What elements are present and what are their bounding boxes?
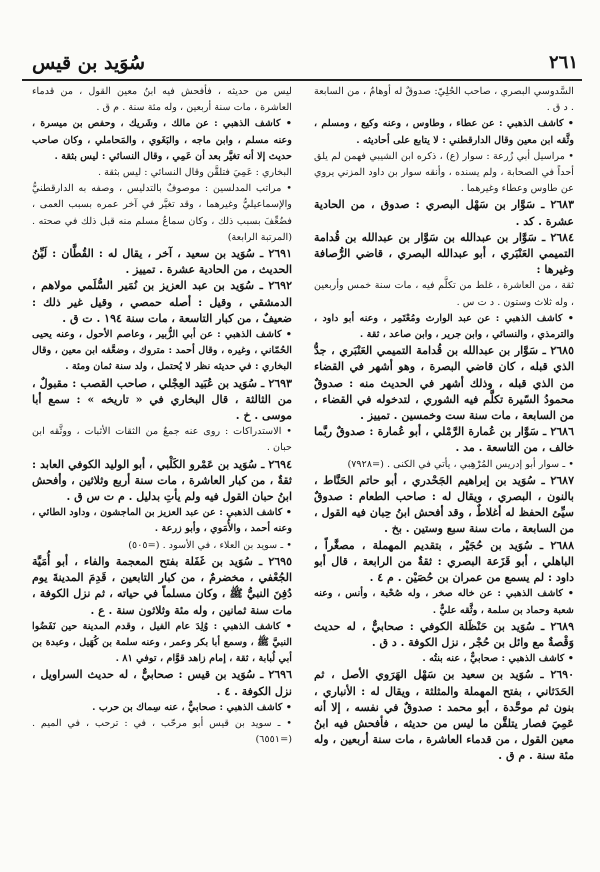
commentary-paragraph: • كاشف الذهبي : عن عبد الوارث ومُعْتَمِر ، وعنه أبو داود ، والترمذي ، والنسائي ، وابن جرير ، وابن صاعد ، ثقة .: [314, 312, 574, 341]
entry-heading: ٢٦٩١ ـ سُوَيد بن سعيد ، آخر ، يقال له : القُطَّان : لَيِّنُ الحديث ، من الحادية عشرة . تمييز .: [32, 247, 292, 277]
text-paragraph: • ـ سوار أبو إدريس المُرْهِبي ، يأتي في الكنى . (=٧٩٢٨): [347, 458, 574, 470]
text-paragraph: • ـ سويد بن قيس أبو مرحّب ، في : ترحب ، في الميم . (=٦٥٥١): [32, 717, 292, 746]
text-paragraph: ثقة ، من العاشرة ، غلط من تكلَّم فيه ، مات سنة خمس وأربعين ، وله ثلاث وستون . د ت س .: [314, 280, 574, 308]
commentary-paragraph: • كاشف الذهبي : عن مالك ، وشَريك ، وحفص بن ميسرة ، وعنه مسلم ، وابن ماجه ، والبَغَوي ، والمَحاملي ، وكان صاحب حديث إلا أنه تغيَّر بعد أن عَمِي ، وقال النسائي : ليس بثقة .: [32, 118, 292, 162]
page-number: ٢٦١: [548, 52, 578, 73]
entry-heading: ٢٦٨٧ ـ سُوَيد بن إبراهيم الجَحْدري ، أبو حاتم الحَنَّاط ، بالنون ، البصري ، ويقال له : صاحب الطعام : صدوقٌ سيِّئ الحفظ له أغلاطٌ ، وقد أفحش ابنُ حِبان فيه القول ، من السابعة ، مات سنة سبع وستين . بخ .: [314, 473, 574, 536]
running-title: سُوَيد بن قيس: [32, 52, 146, 74]
text-paragraph: البخاري : عَمِيَ فتلقَّن وقال النسائي : ليس بثقة .: [97, 167, 292, 179]
entry-heading: ٢٦٨٩ ـ سُوَيد بن حَنْظَلة الكوفي : صحابيٌّ ، له حديث وَقْصةٌ مع وائل بن حُجْر ، نزل الكوفة . د ق .: [314, 619, 574, 649]
text-paragraph: • مراسيل أبي زُرعة : سوار (ع) ، ذكره ابن الشيبي فهمن لم يلق أحداً في الصحابة ، ولم يسنده ، وأنقه سوار بن داود المزني يروي عن طاوس وعطاء وغيرهما .: [314, 150, 574, 195]
text-paragraph: • ـ سويد بن العلاء ، في الأسود . (=٥٠٥): [128, 539, 292, 551]
text-paragraph: • مراتب المدلسين : موصوفٌ بالتدليس ، وصفه به الدارقطنيُّ والإسماعيليُّ وغيرهما ، وقد تغيَّر في آخر عمره بسبب العمى ، فضُعِّفَ بسبب ذلك ، وكان سماعُ مسلم منه قبل ذلك في صحته . (المرتبة الرابعة): [32, 183, 292, 243]
commentary-paragraph: • كاشف الذهبي : وُلِدَ عام الفيل ، وقدم المدينة حين نَفَضُوا النبيَّ ﷺ ، وسمع أبا بكر وعمر ، وعنه سلمة بن كُهَيل ، وعبدة بن أبي لُبابة ، ثقة ، إمام زاهد قوَّام ، توفي ٨١ .: [32, 620, 292, 665]
entry-heading: ٢٦٨٤ ـ سَوَّار بن عبدالله بن سَوَّار بن عبدالله بن قُدامة التميمي العَنْبَري ، أبو عبدالله البصري ، قاضي الرُّصافة وغيرها :: [314, 230, 574, 277]
entry-heading: ٢٦٩٤ ـ سُوَيد بن عَمْرو الكَلْبي ، أبو الوليد الكوفي العابد : ثقةٌ ، من كبار العاشرة ، مات سنة أربع وثلاثين ، وأفحش ابنُ حبان القول فيه ولم يأتِ بدليل . م ت س ق .: [32, 457, 292, 504]
commentary-paragraph: • كاشف الذهبي : عن أبي الزُّبير ، وعاصم الأحول ، وعنه يحيى الحُمّاني ، وغيره ، وقال أحمد : متروك ، وضعَّفه ابن معين ، وقال البخاري : في حديثه نظر لا يُحتمل ، ولد سنة ثمان ومئة .: [32, 329, 292, 373]
entry-heading: ٢٦٩٦ ـ سُوَيد بن قيس : صحابيٌّ ، له حديث السراويل ، نزل الكوفة . ٤ .: [32, 668, 292, 698]
commentary-paragraph: • كاشف الذهبي : عن عبد العزيز بن الماجشون ، وداود الطائي ، وعنه أحمد ، والأُمَوي ، وأبو زرعة .: [32, 507, 292, 535]
commentary-paragraph: • كاشف الذهبي : صحابيٌّ ، عنه بنتُه .: [422, 653, 574, 665]
entry-heading: ٢٦٩٢ ـ سُوَيد بن عبد العزيز بن نُمَير السُّلَمي مولاهم ، الدمشقي ، وقيل : أصله حمصي ، وقيل غير ذلك : ضعيفٌ ، من كبار التاسعة ، مات سنة ١٩٤ . ت ق .: [32, 279, 292, 325]
entry-heading: ٢٦٩٣ ـ سُوَيد بن عُبَيد العِجْلي ، صاحب القصب : مقبولٌ ، من الثالثة ، قال البخاري في « تاريخه » : سمع أبا موسى . خ .: [32, 376, 292, 423]
commentary-paragraph: • كاشف الذهبي : عن عطاء ، وطاوس ، وعنه وكيع ، ومسلم ، وثَّقه ابن معين وقال الدارقطني : لا يتابع على أحاديثه .: [314, 118, 574, 146]
commentary-paragraph: • كاشف الذهبي : عن خاله صخر ، وله صُحْبة ، وأنس ، وعنه شعبة وحماد بن سلمة ، وثَّقه عليٌّ .: [314, 588, 574, 616]
left-column: [32, 84, 292, 859]
text-paragraph: • الاستدراكات : روى عنه جمعٌ من الثقات الأثبات ، ووثَّقه ابن حبان .: [32, 426, 292, 454]
commentary-paragraph: • كاشف الذهبي : صحابيٌّ ، عنه سِماك بن حرب .: [92, 701, 292, 713]
entry-heading: ٢٦٩٠ ـ سُوَيد بن سعيد بن سَهْل الهَرَوي الأصل ، ثم الحَدَثاني ، بفتح المهملة والمثلثة ، ويقال له : الأنباري ، بنون ثم موحَّدة ، أبو محمد : صدوقٌ في نفسه ، إلا أنه عَمِيَ فصار يتلقَّن ما ليس من حديثه ، فأفحش فيه ابنُ معين القول ، من قدماء العاشرة ، مات سنة أربعين ، وله مئة سنة . م ق .: [314, 668, 574, 763]
page-header: [22, 52, 582, 78]
entry-heading: ٢٦٨٨ ـ سُوَيد بن حُجَيْر ، بتقديم المهملة ، مصغَّراً ، الباهلي ، أبو قَزَعة البصري : ثقةٌ من الرابعة ، قال أبو داود : لم يسمع من عمران بن حُصَيْن . م ٤ .: [314, 538, 574, 585]
entry-heading: ٢٦٨٥ ـ سَوَّار بن عبدالله بن قُدامة التميمي العَنْبَري ، جدُّ الذي قبله ، كان قاضي البصرة ، وهو أشهر في القضاء من الذي قبله ، وذلك أشهر في الحديث منه : صدوقٌ محمودُ السّيرة تكلَّم فيه الشوري ، لتدخوله في القضاء ، من السابعة ، مات سنة ست وخمسين . تمييز .: [314, 344, 574, 423]
entry-heading: ٢٦٨٣ ـ سَوَّار بن سَهْل البصري : صدوق ، من الحادية عشرة . كد .: [314, 198, 574, 228]
entry-heading: ٢٦٨٦ ـ سَوَّار بن عُمارة الرَّمْلي ، أبو عُمارة : صدوقٌ ربَّما خالف ، من التاسعة . مد .: [314, 425, 574, 455]
text-paragraph: ليس من حديثه ، فأفحش فيه ابنُ معين القول ، من قدماء العاشرة ، مات سنة أربعين ، وله مئة سنة . م ق .: [32, 86, 292, 114]
header-rule: [22, 79, 582, 81]
text-paragraph: السَّدوسي البصري ، صاحب الحُلِيّ: صدوقٌ له أوهامٌ ، من السابعة . د ق .: [314, 86, 574, 114]
right-column: [314, 84, 574, 859]
entry-heading: ٢٦٩٥ ـ سُوَيد بن غَفَلة بفتح المعجمة والفاء ، أبو أُمَيَّة الجُعْفي ، مخضرمٌ ، من كبار التابعين ، قَدِمَ المدينةَ يوم دُفِنَ النبيُّ ﷺ ، وكان مسلماً في حياته ، ثم نزل الكوفة ، مات سنة ثمانين ، وله مئة وثلاثون سنة . ع .: [32, 554, 292, 617]
